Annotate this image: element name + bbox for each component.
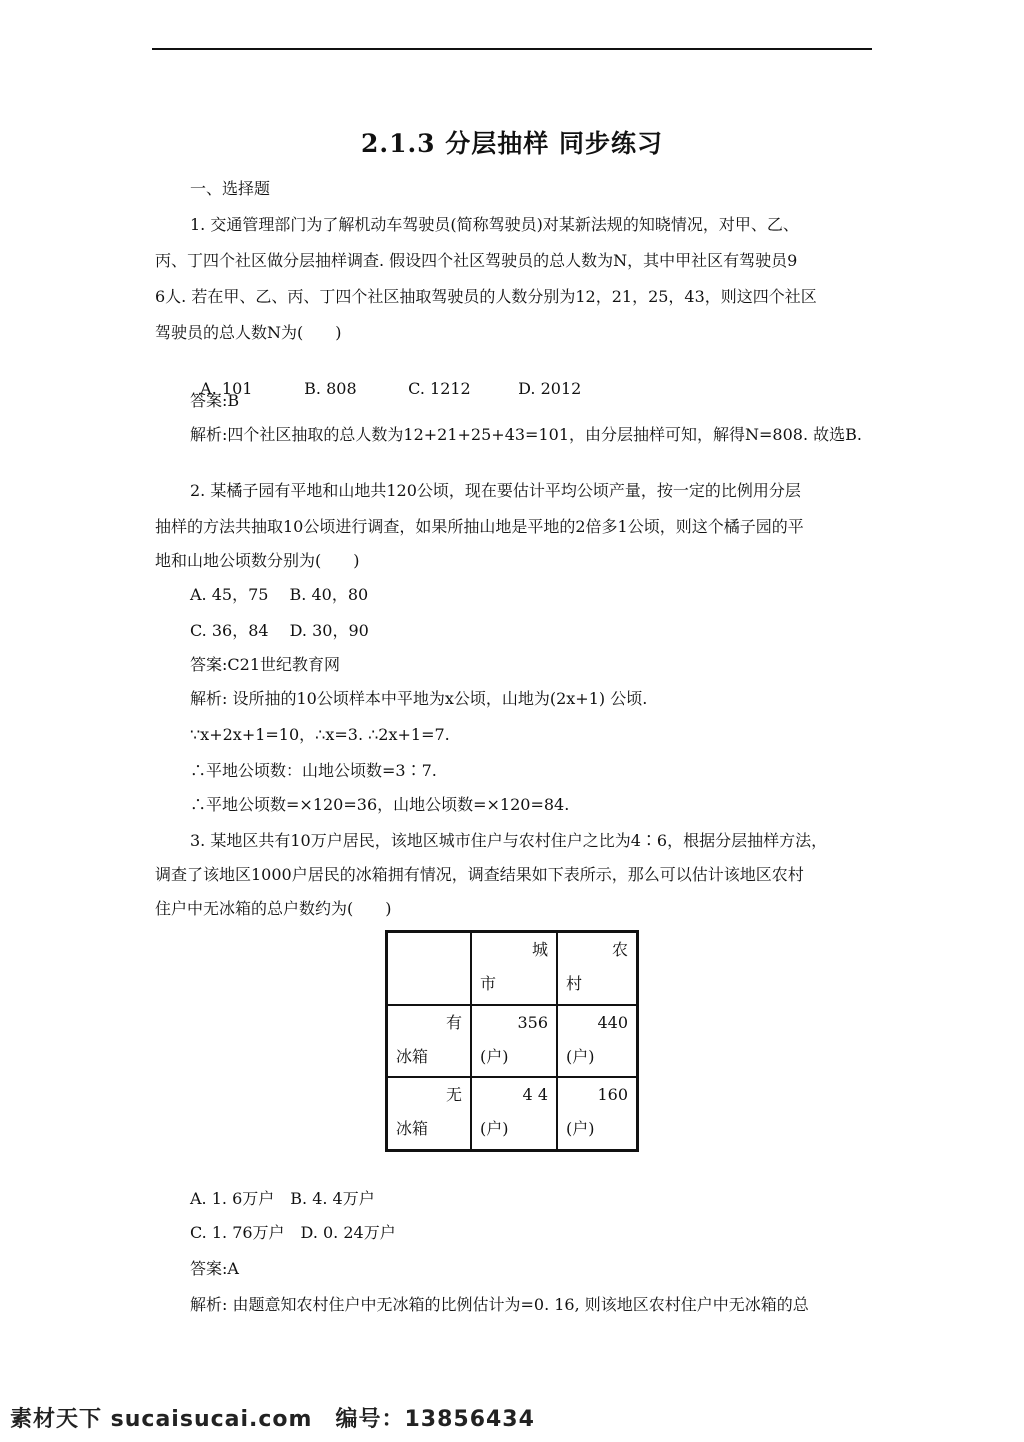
q1-option-a: A. 101 [200,379,253,398]
q3-answer: 答案:A [190,1259,239,1278]
cell-city-none-value: 4 4 [522,1085,548,1104]
cell-city-none-unit: (户) [480,1119,509,1138]
q2-analysis-4: ∴平地公顷数=×120=36，山地公顷数=×120=84. [190,795,570,814]
q3-line-2: 调查了该地区1000户居民的冰箱拥有情况，调查结果如下表所示，那么可以估计该地区农村 [155,865,804,884]
section-heading: 一、选择题 [190,179,271,198]
q1-answer: 答案:B [190,391,240,410]
row1-label-top: 有 [445,1013,462,1032]
q1-line-1: 1. 交通管理部门为了解机动车驾驶员(简称驾驶员)对某新法规的知晓情况，对甲、乙、 [190,215,799,234]
q1-option-b: B. 808 [304,379,357,398]
header-rule [152,48,872,50]
q2-answer: 答案:C21世纪教育网 [190,655,340,674]
q1-options [190,356,581,400]
row-label-has-fridge [388,1005,471,1077]
cell-rural-has-unit: (户) [566,1047,595,1066]
table-header-city [471,933,557,1005]
cell-rural-has [557,1005,636,1077]
q3-line-1: 3. 某地区共有10万户居民，该地区城市住户与农村住户之比为4∶6，根据分层抽样方法， [190,831,828,850]
q1-line-3: 6人. 若在甲、乙、丙、丁四个社区抽取驾驶员的人数分别为12，21，25，43，则这四个社区 [155,287,817,306]
q2-line-2: 抽样的方法共抽取10公顷进行调查，如果所抽山地是平地的2倍多1公顷，则这个橘子园的平 [155,517,804,536]
header-city-top: 城 [531,940,548,959]
q1-line-2: 丙、丁四个社区做分层抽样调查. 假设四个社区驾驶员的总人数为N，其中甲社区有驾驶员9 [155,251,798,270]
q3-options-row-1: A. 1. 6万户 B. 4. 4万户 [190,1189,375,1208]
q3-line-3: 住户中无冰箱的总户数约为( ) [155,899,392,918]
q1-option-d: D. 2012 [518,379,582,398]
table-header-rural [557,933,636,1005]
q1-analysis: 解析:四个社区抽取的总人数为12+21+25+43=101，由分层抽样可知，解得N=808. 故选B. [190,425,862,444]
cell-city-has [471,1005,557,1077]
cell-city-has-unit: (户) [480,1047,509,1066]
header-city-bottom: 市 [480,974,497,993]
cell-rural-none [557,1077,636,1149]
header-rural-bottom: 村 [566,974,583,993]
q2-options-row-2: C. 36，84 D. 30，90 [190,621,369,640]
cell-city-none [471,1077,557,1149]
q3-options-row-2: C. 1. 76万户 D. 0. 24万户 [190,1223,396,1242]
page-title: 2.1.3 分层抽样 同步练习 [360,129,663,158]
watermark-text: 素材天下 sucaisucai.com 编号：13856434 [10,1407,535,1432]
table-corner-cell [388,933,471,1005]
q2-analysis-3: ∴平地公顷数：山地公顷数=3∶7. [190,761,437,780]
q2-line-1: 2. 某橘子园有平地和山地共120公顷，现在要估计平均公顷产量，按一定的比例用分层 [190,481,801,500]
fridge-survey-table [385,930,639,1152]
q2-options-row-1: A. 45，75 B. 40，80 [190,585,369,604]
q2-analysis-1: 解析: 设所抽的10公顷样本中平地为x公顷，山地为(2x+1) 公顷. [190,689,648,708]
row-label-no-fridge [388,1077,471,1149]
q2-line-3: 地和山地公顷数分别为( ) [155,551,360,570]
cell-city-has-value: 356 [517,1013,548,1032]
q1-option-c: C. 1212 [408,379,471,398]
row2-label-top: 无 [445,1085,462,1104]
row2-label-bottom: 冰箱 [396,1119,429,1138]
q3-analysis: 解析: 由题意知农村住户中无冰箱的比例估计为=0. 16, 则该地区农村住户中无冰箱的总 [190,1295,809,1314]
cell-rural-none-unit: (户) [566,1119,595,1138]
q2-analysis-2: ∵x+2x+1=10，∴x=3. ∴2x+1=7. [190,725,450,744]
cell-rural-none-value: 160 [597,1085,628,1104]
q1-line-4: 驾驶员的总人数N为( ) [155,323,342,342]
cell-rural-has-value: 440 [597,1013,628,1032]
header-rural-top: 农 [611,940,628,959]
row1-label-bottom: 冰箱 [396,1047,429,1066]
